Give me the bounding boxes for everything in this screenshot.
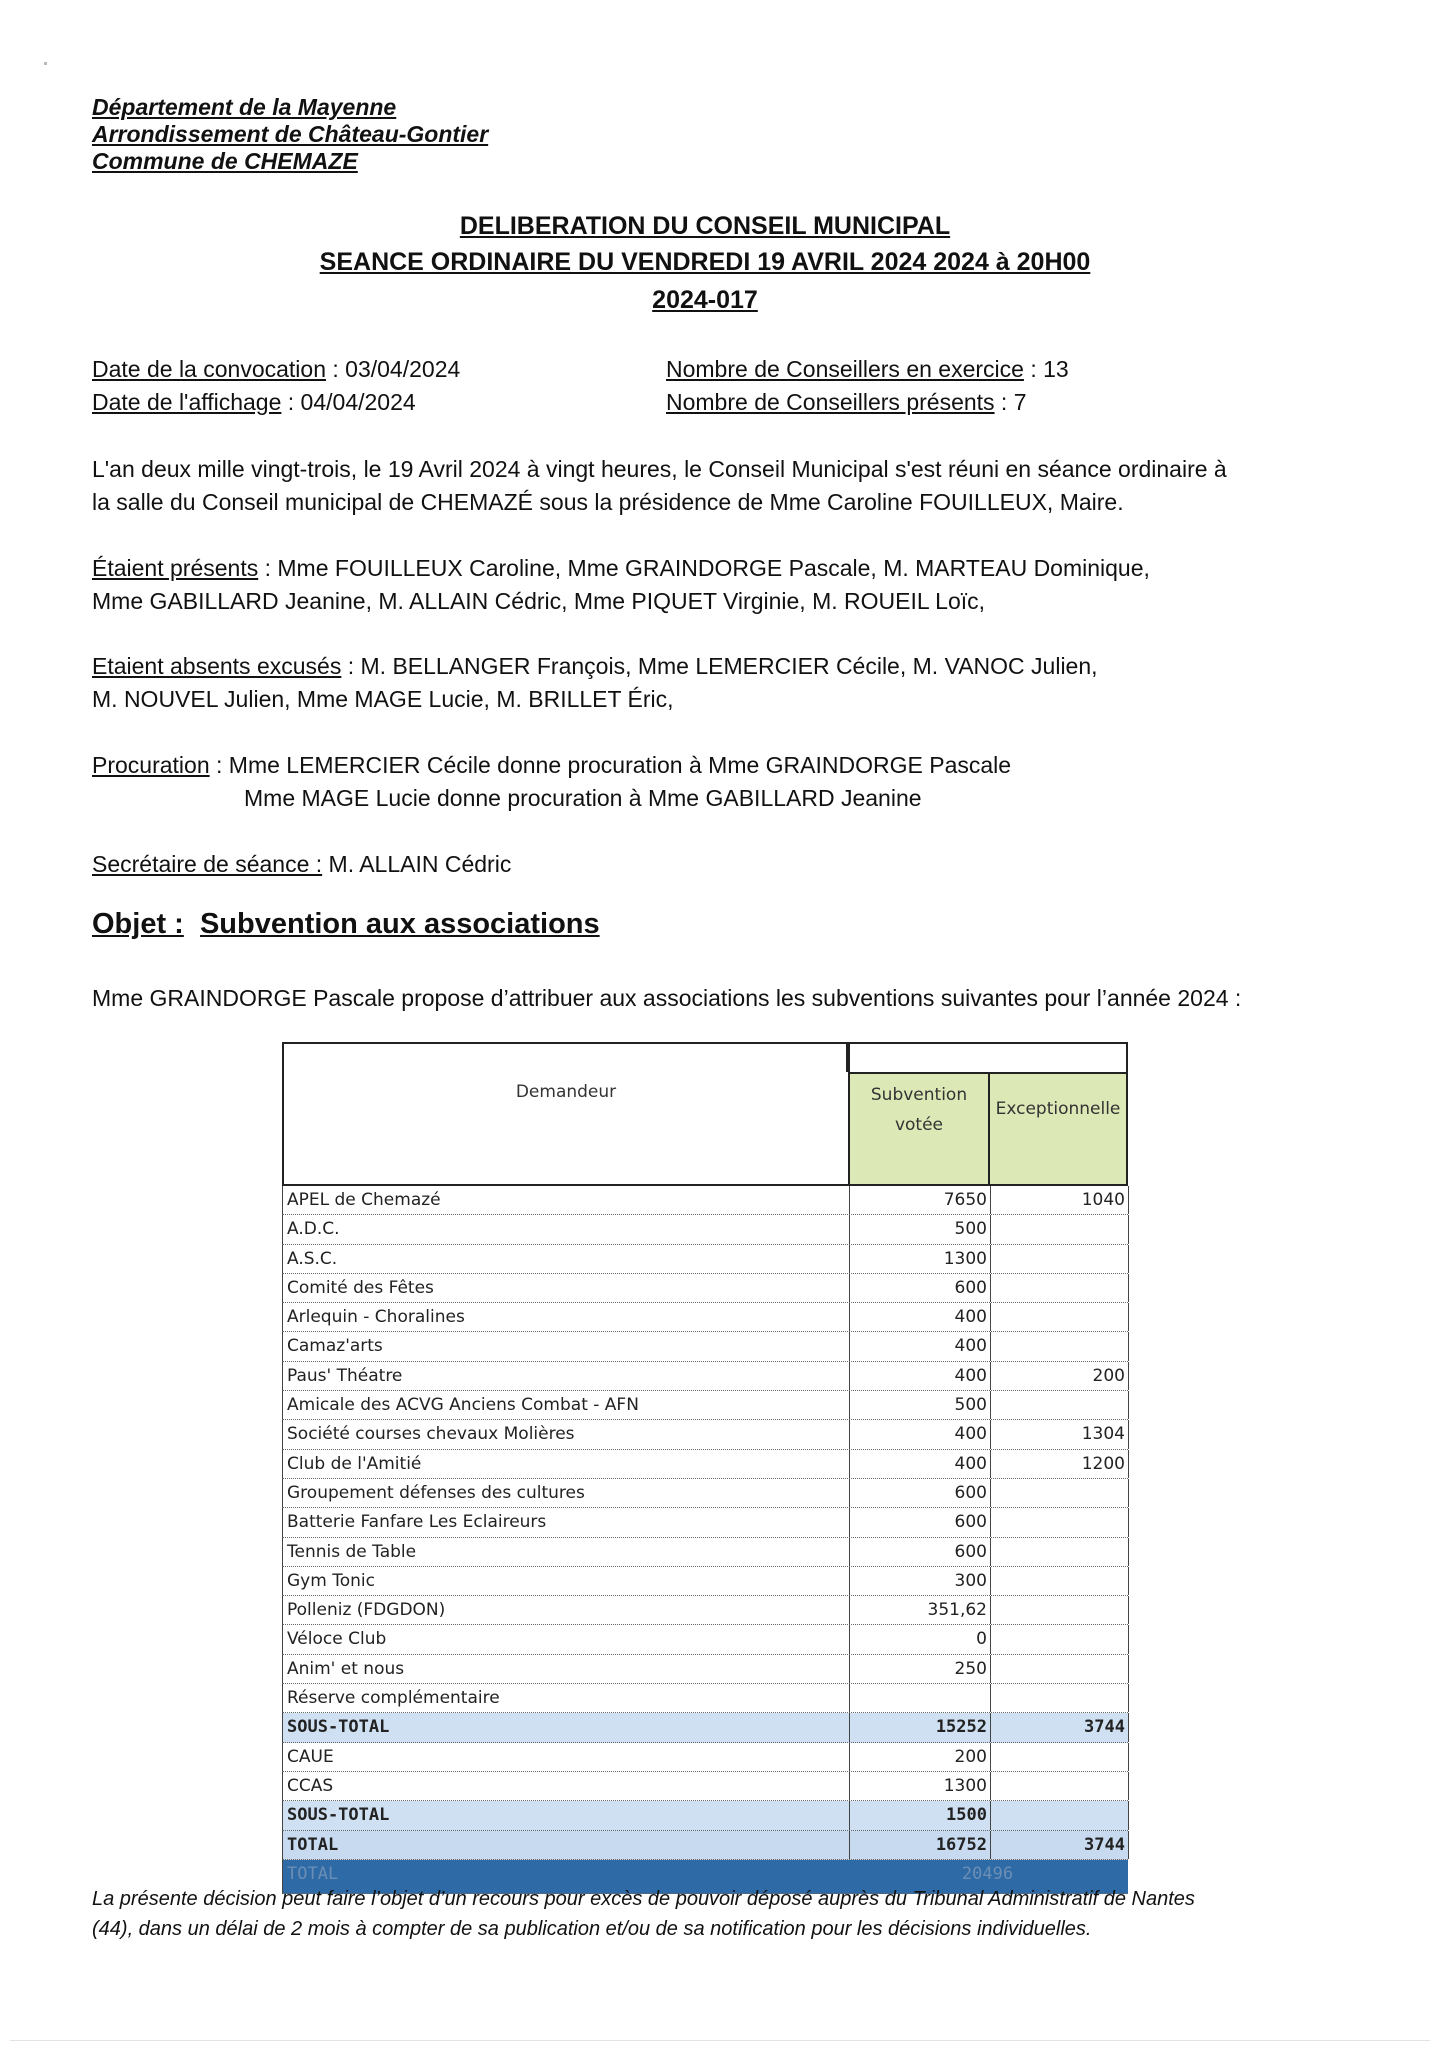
exceptionnelle-cell: [991, 1801, 1129, 1829]
procuration-paragraph: [92, 749, 1352, 815]
table-row: [282, 1391, 1128, 1420]
subvention-votee-cell: 600: [849, 1508, 991, 1536]
exceptionnelle-cell: [991, 1655, 1129, 1683]
exceptionnelle-cell: [991, 1274, 1129, 1302]
demandeur-cell: SOUS-TOTAL: [287, 1717, 390, 1738]
header-exceptionnelle: Exceptionnelle: [990, 1072, 1128, 1186]
objet-value: Subvention aux associations: [199, 908, 600, 940]
exceptionnelle-cell: [991, 1479, 1129, 1507]
recours-line-2: (44), dans un délai de 2 mois à compter de sa publication et/ou de sa notification pour les décisions individuelles.: [92, 1918, 1092, 1940]
arrondissement-line: Arrondissement de Château-Gontier: [92, 121, 489, 147]
demandeur-cell: CAUE: [287, 1746, 334, 1767]
demandeur-cell: Véloce Club: [287, 1629, 387, 1650]
presents-line-1: : Mme FOUILLEUX Caroline, Mme GRAINDORGE Pascale, M. MARTEAU Dominique,: [258, 555, 1150, 581]
intro-line-1: L'an deux mille vingt-trois, le 19 Avril 2024 à vingt heures, le Conseil Municipal s'est réuni en séance ordinaire à: [92, 456, 1227, 482]
header-subvention: [848, 1072, 990, 1186]
intro-paragraph: [92, 453, 1352, 519]
subvention-votee-cell: 16752: [849, 1831, 991, 1859]
header-subvention-line-2: votée: [894, 1115, 944, 1135]
header-block: [92, 94, 488, 175]
exceptionnelle-cell: [991, 1508, 1129, 1536]
exceptionnelle-cell: 1040: [991, 1186, 1129, 1214]
subvention-votee-cell: 250: [849, 1655, 991, 1683]
exceptionnelle-cell: 3744: [991, 1713, 1129, 1741]
exceptionnelle-cell: [991, 1245, 1129, 1273]
exceptionnelle-cell: [991, 1596, 1129, 1624]
procuration-line-2: Mme MAGE Lucie donne procuration à Mme GABILLARD Jeanine: [244, 785, 922, 811]
demandeur-cell: Réserve complémentaire: [287, 1688, 500, 1709]
subvention-votee-cell: 300: [849, 1567, 991, 1595]
exceptionnelle-cell: 1200: [991, 1450, 1129, 1478]
exceptionnelle-cell: [991, 1303, 1129, 1331]
convocation-date: [92, 356, 460, 383]
table-row: [282, 1450, 1128, 1479]
subvention-votee-cell: 200: [849, 1743, 991, 1771]
table-row: [282, 1596, 1128, 1625]
exceptionnelle-cell: [991, 1743, 1129, 1771]
subvention-votee-cell: 7650: [849, 1186, 991, 1214]
subvention-votee-cell: 600: [849, 1274, 991, 1302]
table-row: [282, 1567, 1128, 1596]
recours-notice: [92, 1884, 1342, 1944]
subvention-votee-cell: 400: [849, 1332, 991, 1360]
table-row: [282, 1625, 1128, 1654]
table-row: [282, 1362, 1128, 1391]
demandeur-cell: Paus' Théatre: [287, 1365, 403, 1386]
header-demandeur: Demandeur: [282, 1072, 848, 1144]
table-row: [282, 1332, 1128, 1361]
demandeur-cell: Tennis de Table: [287, 1541, 417, 1562]
presents-label: Étaient présents: [92, 555, 259, 581]
table-row: [282, 1215, 1128, 1244]
conseillers-presents: [666, 389, 1027, 416]
objet-heading: [92, 908, 600, 941]
exercice-label: Nombre de Conseillers en exercice: [666, 356, 1024, 382]
exceptionnelle-cell: 1304: [991, 1420, 1129, 1448]
table-row: [282, 1303, 1128, 1332]
subvention-votee-cell: 400: [849, 1450, 991, 1478]
demandeur-cell: TOTAL: [287, 1834, 339, 1855]
subvention-votee-cell: [849, 1684, 991, 1712]
subvention-votee-cell: 1300: [849, 1772, 991, 1800]
exceptionnelle-cell: [991, 1538, 1129, 1566]
subvention-votee-cell: 0: [849, 1625, 991, 1653]
demandeur-cell: Arlequin - Choralines: [287, 1307, 465, 1328]
demandeur-cell: A.S.C.: [287, 1248, 338, 1269]
deliberation-number: 2024-017: [652, 286, 758, 314]
demandeur-cell: TOTAL: [287, 1863, 339, 1884]
commune-line: Commune de CHEMAZE: [92, 148, 358, 174]
subvention-votee-cell: 20496: [961, 1863, 1014, 1884]
demandeur-cell: Amicale des ACVG Anciens Combat - AFN: [287, 1395, 639, 1416]
subvention-votee-cell: 400: [849, 1420, 991, 1448]
table-row: [282, 1743, 1128, 1772]
secretaire-label: Secrétaire de séance :: [92, 851, 323, 877]
exceptionnelle-cell: [991, 1684, 1129, 1712]
scan-speck: [44, 62, 47, 65]
scan-bottom-edge: [10, 2040, 1430, 2041]
exceptionnelle-cell: [991, 1567, 1129, 1595]
subtotal-row: [282, 1713, 1128, 1742]
header-subvention-line-1: Subvention: [870, 1085, 968, 1105]
exceptionnelle-cell: [991, 1625, 1129, 1653]
affichage-date: [92, 389, 416, 416]
demandeur-cell: Anim' et nous: [287, 1658, 405, 1679]
table-header-blank-right: [848, 1042, 1128, 1072]
table-row: [282, 1655, 1128, 1684]
table-row: [282, 1508, 1128, 1537]
exceptionnelle-cell: 3744: [991, 1831, 1129, 1859]
presents-line-2: Mme GABILLARD Jeanine, M. ALLAIN Cédric, Mme PIQUET Virginie, M. ROUEIL Loïc,: [92, 588, 986, 614]
recours-line-1: La présente décision peut faire l’objet d’un recours pour excès de pouvoir déposé auprès du Tribunal Administratif de Nantes: [92, 1888, 1195, 1910]
absents-paragraph: [92, 650, 1352, 716]
demandeur-cell: SOUS-TOTAL: [287, 1805, 390, 1826]
demandeur-cell: Gym Tonic: [287, 1570, 375, 1591]
secretaire-paragraph: [92, 848, 1352, 881]
subvention-votee-cell: 400: [849, 1303, 991, 1331]
demandeur-cell: CCAS: [287, 1775, 334, 1796]
table-row: [282, 1245, 1128, 1274]
demandeur-cell: Camaz'arts: [287, 1336, 383, 1357]
seance-title: SEANCE ORDINAIRE DU VENDREDI 19 AVRIL 2024 2024 à 20H00: [319, 248, 1091, 276]
exceptionnelle-cell: [991, 1391, 1129, 1419]
subtotal-row: [282, 1801, 1128, 1830]
deliberation-title: DELIBERATION DU CONSEIL MUNICIPAL: [459, 212, 951, 240]
convocation-value: : 03/04/2024: [326, 356, 461, 382]
demandeur-cell: A.D.C.: [287, 1219, 340, 1240]
exceptionnelle-cell: [991, 1772, 1129, 1800]
subvention-votee-cell: 500: [849, 1391, 991, 1419]
subvention-votee-cell: 1500: [849, 1801, 991, 1829]
absents-label: Etaient absents excusés: [92, 653, 342, 679]
convocation-label: Date de la convocation: [92, 356, 326, 382]
subvention-votee-cell: 600: [849, 1479, 991, 1507]
presents-count-label: Nombre de Conseillers présents: [666, 389, 995, 415]
table-body: [282, 1186, 1128, 1894]
demandeur-cell: Batterie Fanfare Les Eclaireurs: [287, 1512, 547, 1533]
demandeur-cell: Comité des Fêtes: [287, 1277, 434, 1298]
exercice-value: : 13: [1023, 356, 1069, 382]
subvention-votee-cell: 1300: [849, 1245, 991, 1273]
proposition-text: Mme GRAINDORGE Pascale propose d’attribuer aux associations les subventions suivantes pour l’année 2024 :: [92, 985, 1242, 1011]
subvention-votee-cell: 600: [849, 1538, 991, 1566]
subventions-table: [282, 1042, 1128, 1884]
demandeur-cell: Polleniz (FDGDON): [287, 1600, 446, 1621]
procuration-line-1: : Mme LEMERCIER Cécile donne procuration à Mme GRAINDORGE Pascale: [209, 752, 1012, 778]
exceptionnelle-cell: [991, 1332, 1129, 1360]
demandeur-cell: Société courses chevaux Molières: [287, 1424, 575, 1445]
header-demandeur-fill: [282, 1144, 848, 1186]
procuration-label: Procuration: [92, 752, 210, 778]
subvention-votee-cell: 15252: [849, 1713, 991, 1741]
table-row: [282, 1420, 1128, 1449]
table-row: [282, 1538, 1128, 1567]
subvention-votee-cell: 351,62: [849, 1596, 991, 1624]
objet-label: Objet :: [92, 908, 184, 940]
presents-count-value: : 7: [994, 389, 1027, 415]
intro-line-2: la salle du Conseil municipal de CHEMAZÉ sous la présidence de Mme Caroline FOUILLEUX, Maire.: [92, 489, 1124, 515]
table-row: [282, 1274, 1128, 1303]
subvention-votee-cell: 500: [849, 1215, 991, 1243]
conseillers-exercice: [666, 356, 1069, 383]
subvention-votee-cell: 400: [849, 1362, 991, 1390]
presents-paragraph: [92, 552, 1352, 618]
exceptionnelle-cell: 200: [991, 1362, 1129, 1390]
table-row: [282, 1684, 1128, 1713]
total-row: [282, 1831, 1128, 1860]
absents-line-1: : M. BELLANGER François, Mme LEMERCIER Cécile, M. VANOC Julien,: [341, 653, 1098, 679]
departement-line: Département de la Mayenne: [92, 94, 397, 120]
table-row: [282, 1479, 1128, 1508]
demandeur-cell: Groupement défenses des cultures: [287, 1482, 585, 1503]
table-row: [282, 1186, 1128, 1215]
secretaire-value: M. ALLAIN Cédric: [322, 851, 512, 877]
affichage-label: Date de l'affichage: [92, 389, 282, 415]
affichage-value: : 04/04/2024: [281, 389, 416, 415]
table-header-blank: [282, 1042, 848, 1072]
demandeur-cell: APEL de Chemazé: [287, 1190, 441, 1210]
demandeur-cell: Club de l'Amitié: [287, 1453, 422, 1474]
exceptionnelle-cell: [991, 1215, 1129, 1243]
table-row: [282, 1772, 1128, 1801]
absents-line-2: M. NOUVEL Julien, Mme MAGE Lucie, M. BRILLET Éric,: [92, 686, 674, 712]
